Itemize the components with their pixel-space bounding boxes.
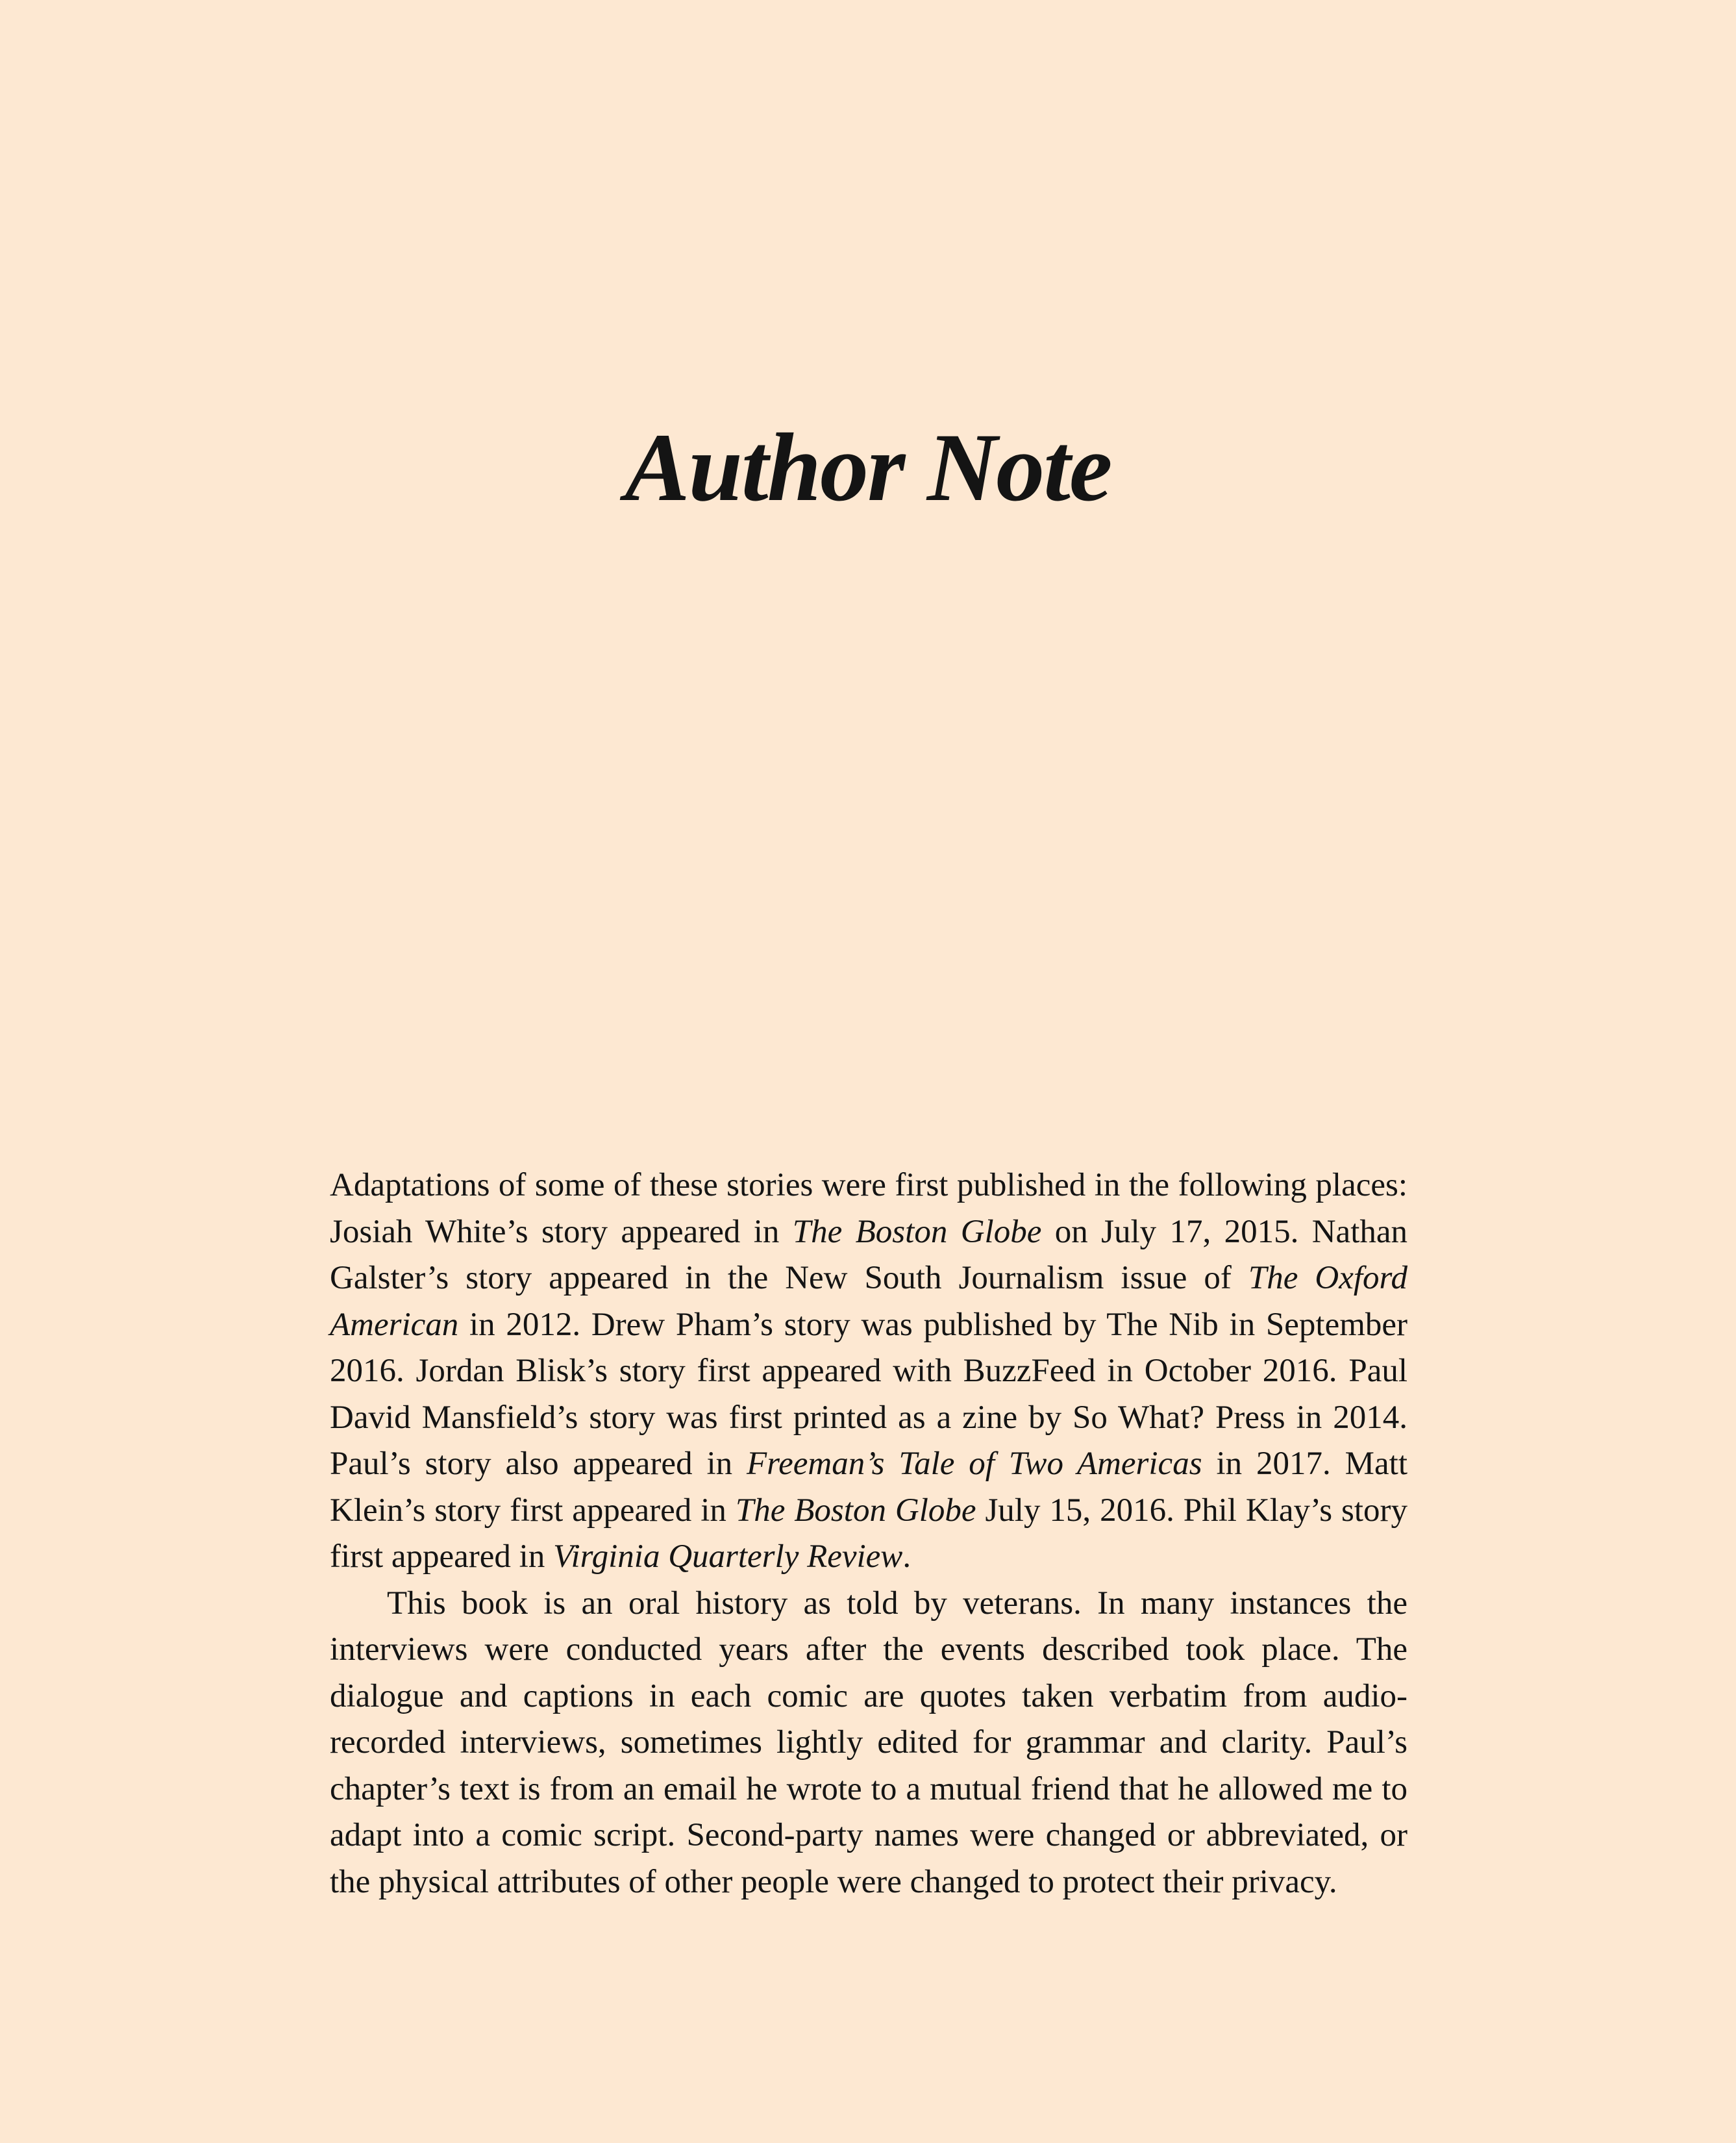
publication-title: Virginia Quarterly Review [553, 1538, 903, 1575]
author-note-body [330, 1162, 1407, 1905]
paragraph-text: Adaptations of some of these stories were first published in the following places: Josiah White’s story appeared in [330, 1167, 1407, 1250]
publication-title: The Boston Globe [792, 1213, 1042, 1250]
paragraph-text: July 15, 2016. Phil Klay’s story first appeared in [330, 1492, 1407, 1575]
paragraph-text: . [902, 1538, 911, 1575]
paragraph-text: in 2012. Drew Pham’s story was published by The Nib in September 2016. Jordan Blisk’s story first appeared with BuzzFeed in October 2016. Paul David Mansfield’s story was first printed as a zine by So What? Press in 2014. Paul’s story also appeared in [330, 1306, 1407, 1482]
paragraph-text: in 2017. Matt Klein’s story first appeared in [330, 1446, 1407, 1529]
publication-title: Freeman’s Tale of Two Americas [747, 1446, 1202, 1482]
publication-credits-paragraph [330, 1162, 1407, 1581]
page-title: Author Note [625, 414, 1111, 521]
publication-title: The Oxford American [330, 1260, 1408, 1343]
paragraph-text: on July 17, 2015. Nathan Galster’s story appeared in the New South Journalism issue of [330, 1213, 1408, 1296]
oral-history-paragraph: This book is an oral history as told by veterans. In many instances the interviews were conducted years after the events described took place. The dialogue and captions in each comic are quotes taken verbatim from audio-recorded interviews, sometimes lightly edited for grammar and clarity. Paul’s chapter’s text is from an email he wrote to a mutual friend that he allowed me to adapt into a comic script. Second-party names were changed or abbreviated, or the physical attributes of other people were changed to protect their privacy. [330, 1585, 1407, 1900]
publication-title: The Boston Globe [735, 1492, 976, 1529]
